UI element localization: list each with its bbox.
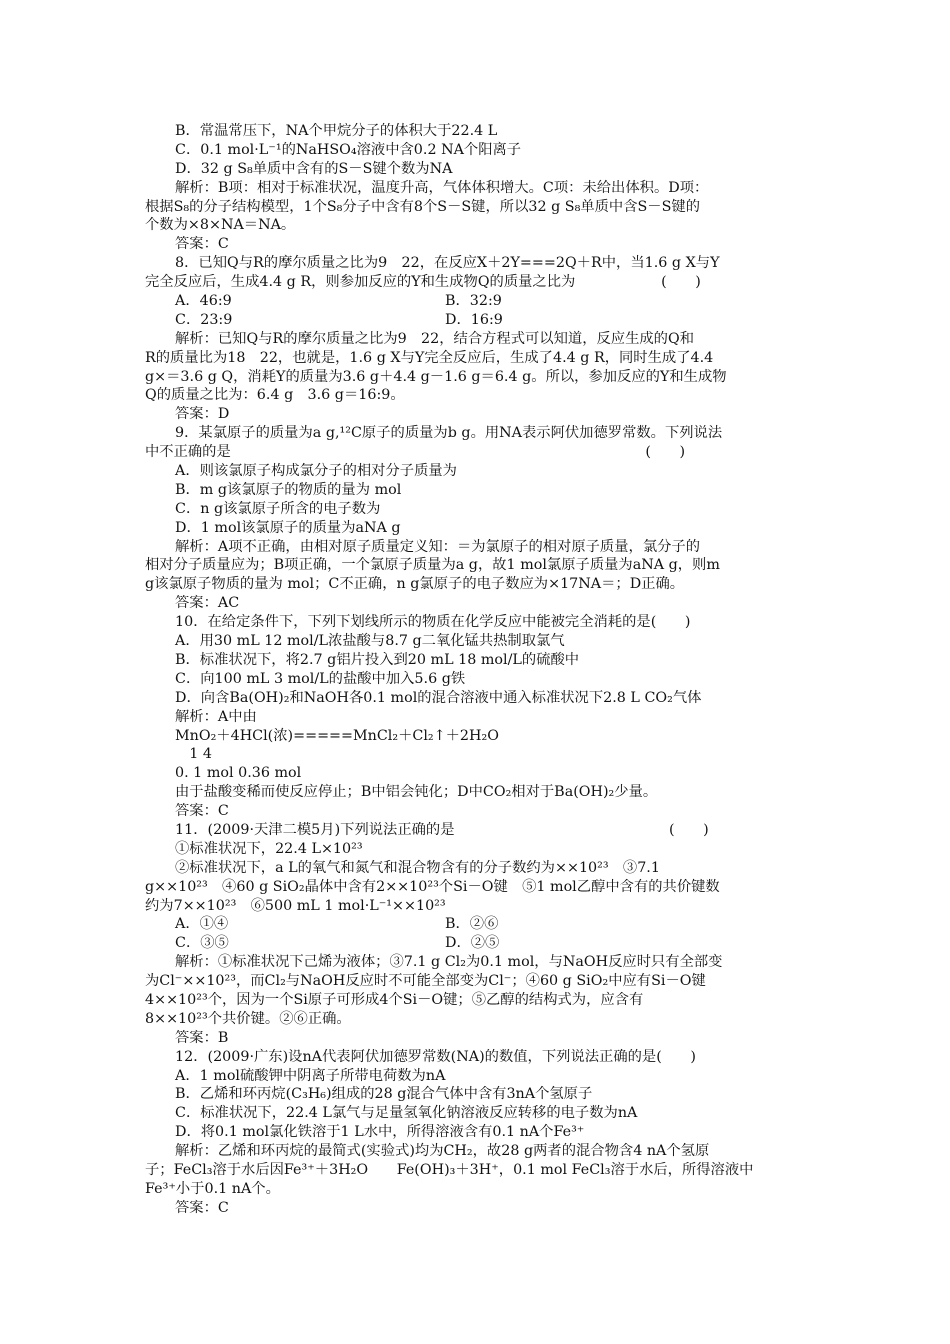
text-line: 解析：①标准状况下己烯为液体；③7.1 g Cl₂为0.1 mol，与NaOH反应时只有全部变 (175, 954, 723, 971)
text-line: C．向100 mL 3 mol/L的盐酸中加入5.6 g铁 (175, 670, 466, 687)
text-line: B．常温常压下，NA个甲烷分子的体积大于22.4 L (175, 123, 498, 139)
option-text: B．②⑥ (445, 916, 499, 933)
text-line: ②标准状况下，a L的氧气和氮气和混合物含有的分子数约为××10²³ ③7.1 (175, 859, 660, 876)
text-line: A．则该氯原子构成氯分子的相对分子质量为 (175, 463, 457, 480)
text-line: B．乙烯和环丙烷(C₃H₆)组成的28 g混合气体中含有3nA个氢原子 (175, 1086, 593, 1103)
text-line: 8××10²³个共价键。②⑥正确。 (145, 1010, 351, 1027)
text-line: B．m g该氯原子的物质的量为 mol (175, 481, 402, 498)
text-line: 答案：D (175, 406, 230, 423)
text-line: 由于盐酸变稀而使反应停止；B中铝会钝化；D中CO₂相对于Ba(OH)₂少量。 (175, 784, 658, 801)
text-line: 解析：A中由 (175, 708, 257, 725)
text-line: 为Cl⁻××10²³，而Cl₂与NaOH反应时不可能全部变为Cl⁻；④60 g SiO₂中应有Si－O键 (145, 973, 706, 990)
option-text: A．①④ (175, 916, 229, 933)
option-text: C．③⑤ (175, 935, 229, 952)
text-line: D．32 g S₈单质中含有的S－S键个数为NA (175, 160, 453, 177)
text-line: 0. 1 mol 0.36 mol (175, 765, 302, 782)
text-line: Fe³⁺小于0.1 nA个。 (145, 1180, 280, 1197)
text-line: 解析：A项不正确，由相对原子质量定义知：＝为氯原子的相对原子质量，氯分子的 (175, 538, 701, 555)
options-row (145, 292, 810, 311)
text-line: A．1 mol硫酸钾中阴离子所带电荷数为nA (175, 1067, 446, 1084)
text-line: Q的质量之比为：6.4 g 3.6 g＝16:9。 (145, 387, 405, 404)
text-line: R的质量比为18 22，也就是，1.6 g X与Y完全反应后，生成了4.4 g R，同时生成了4.4 (145, 349, 714, 366)
options-row (145, 915, 810, 934)
text-line: 答案：C (175, 1199, 229, 1216)
text-line: 解析：乙烯和环丙烷的最简式(实验式)均为CH₂，故28 g两者的混合物含4 nA个氢原 (175, 1143, 710, 1160)
text-line: 11．(2009·天津二模5月)下列说法正确的是 ( ) (175, 821, 709, 838)
text-line: 8．已知Q与R的摩尔质量之比为9 22，在反应X＋2Y===2Q＋R中，当1.6 g X与Y (175, 255, 720, 272)
text-line: C．0.1 mol·L⁻¹的NaHSO₄溶液中含0.2 NA个阳离子 (175, 141, 522, 158)
option-text: B．32:9 (445, 293, 502, 310)
text-line: 12．(2009·广东)设nA代表阿伏加德罗常数(NA)的数值，下列说法正确的是( ) (175, 1048, 696, 1065)
text-line: 答案：C (175, 236, 229, 253)
text-line: 9．某氯原子的质量为a g,¹²C原子的质量为b g。用NA表示阿伏加德罗常数。下列说法 (175, 425, 723, 442)
text-line: 10．在给定条件下，下列下划线所示的物质在化学反应中能被完全消耗的是( ) (175, 614, 691, 631)
options-row (145, 311, 810, 330)
text-line: 完全反应后，生成4.4 g R，则参加反应的Y和生成物Q的质量之比为 ( ) (145, 274, 701, 291)
text-line: 相对分子质量应为；B项正确，一个氯原子质量为a g，故1 mol氯原子质量为aNA g，则m (145, 557, 720, 574)
text-line: 解析：B项：相对于标准状况，温度升高，气体体积增大。C项：未给出体积。D项： (175, 179, 709, 196)
options-row (145, 934, 810, 953)
text-line: MnO₂＋4HCl(浓)=====MnCl₂＋Cl₂↑＋2H₂O (175, 727, 499, 744)
text-line: ①标准状况下，22.4 L×10²³ (175, 840, 363, 857)
text-line: 中不正确的是 ( ) (145, 444, 686, 461)
text-line: 个数为×8×NA＝NA。 (145, 217, 296, 234)
text-line: 答案：B (175, 1029, 229, 1046)
text-line: B．标准状况下，将2.7 g铝片投入到20 mL 18 mol/L的硫酸中 (175, 651, 580, 668)
text-line: 1 4 (175, 746, 213, 763)
text-line: 答案：C (175, 803, 229, 820)
option-text: D．16:9 (445, 311, 503, 328)
text-line: D．向含Ba(OH)₂和NaOH各0.1 mol的混合溶液中通入标准状况下2.8 L CO₂气体 (175, 689, 702, 706)
text-line: D．将0.1 mol氯化铁溶于1 L水中，所得溶液含有0.1 nA个Fe³⁺ (175, 1124, 585, 1141)
text-line: g×＝3.6 g Q，消耗Y的质量为3.6 g＋4.4 g－1.6 g＝6.4 g。所以，参加反应的Y和生成物 (145, 368, 727, 385)
text-line: 4××10²³个，因为一个Si原子可形成4个Si－O键；⑤乙醇的结构式为，应含有 (145, 991, 644, 1008)
text-line: 解析：已知Q与R的摩尔质量之比为9 22，结合方程式可以知道，反应生成的Q和 (175, 330, 694, 347)
text-line: 子；FeCl₃溶于水后因Fe³⁺＋3H₂O Fe(OH)₃＋3H⁺，0.1 mol FeCl₃溶于水后，所得溶液中 (145, 1161, 754, 1178)
text-line: 约为7××10²³ ⑥500 mL 1 mol·L⁻¹××10²³ (145, 897, 446, 914)
text-line: D．1 mol该氯原子的质量为aNA g (175, 519, 401, 536)
text-line: C．标准状况下，22.4 L氯气与足量氢氧化钠溶液反应转移的电子数为nA (175, 1105, 638, 1122)
text-line: g××10²³ ④60 g SiO₂晶体中含有2××10²³个Si－O键 ⑤1 mol乙醇中含有的共价键数 (145, 878, 720, 895)
text-line: A．用30 mL 12 mol/L浓盐酸与8.7 g二氧化锰共热制取氯气 (175, 633, 565, 650)
text-line: C．n g该氯原子所含的电子数为 (175, 500, 381, 517)
text-line: 答案：AC (175, 595, 240, 612)
text-line: 根据S₈的分子结构模型，1个S₈分子中含有8个S－S键，所以32 g S₈单质中含S－S键的 (145, 198, 700, 215)
option-text: D．②⑤ (445, 935, 500, 952)
text-line: g该氯原子物质的量为 mol；C不正确，n g氯原子的电子数应为×17NA＝；D正确。 (145, 576, 685, 593)
document-page (145, 122, 810, 1218)
option-text: A．46:9 (175, 293, 232, 310)
option-text: C．23:9 (175, 311, 233, 328)
